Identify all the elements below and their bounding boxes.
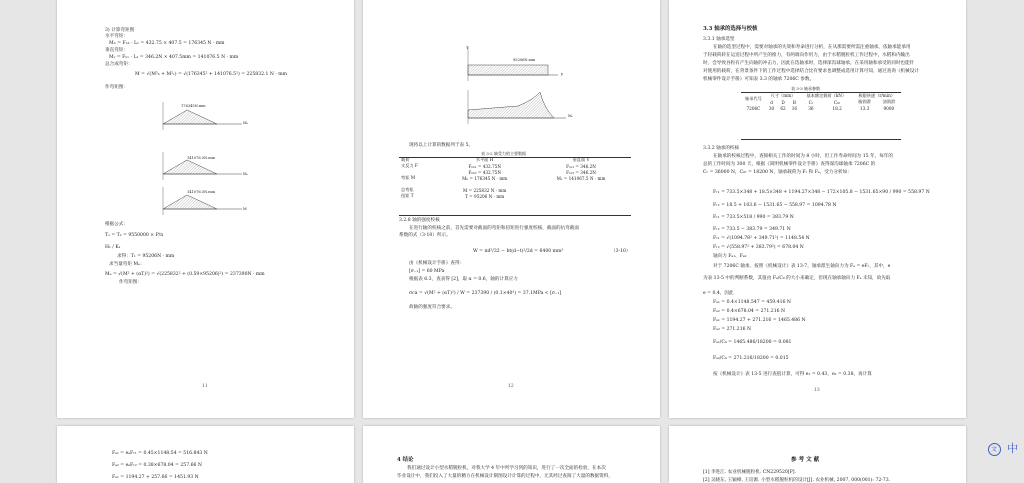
paragraph-line: 为表 13-5 中的判断系数，其值由 Fₐ/C₀ 的大小来确定，但现在轴承轴向力 Fₐ 未知，故先取 <box>703 276 891 281</box>
paragraph-line: 由《机械设计手册》查得： <box>409 261 465 266</box>
paragraph-line: 毕业设计中，我们投入了大量的精力在机械设计制图设计计算的过程中，尤其经过查阅了大量的数据资料， <box>397 474 613 479</box>
equation: σca = √(M² + (αT)²) / W = 237390 / (0.1×40³) = 37.1MPa < [σ₋₁] <box>409 291 562 296</box>
equation: Mₑ = √(M² + (αT)²) = √(225832² + (0.59×95206)²) = 237390N · mm <box>105 272 265 277</box>
table-cell: Mᵥ = 141067.5 N · mm <box>556 175 606 181</box>
bearing-table <box>741 93 901 111</box>
table-cell: 7206C <box>746 105 761 111</box>
table-cell: 16 <box>791 105 798 111</box>
text-line: 水平弯矩： <box>105 34 128 39</box>
table-header: 脂润滑 <box>858 99 871 104</box>
table-header: B <box>792 99 796 105</box>
text-line: 总合成弯矩： <box>105 62 133 67</box>
paragraph-line: 对于 7206C 轴承，按照《机械设计》表 13-7，轴承派生轴向力为 Fₐ = eFᵣ，其中，e <box>713 264 891 269</box>
table-header: d <box>770 99 773 105</box>
table-rule <box>399 215 631 216</box>
text-line: 作弯矩图： <box>119 280 142 285</box>
section-heading: 3.3 轴承的选择与校核 <box>703 26 758 32</box>
table-cell: Mₕ = 176345 N · mm <box>462 175 508 181</box>
diagram-label: 141076.5N.mm <box>187 156 216 160</box>
section-heading: 3.2.8 轴的强度校核 <box>399 218 440 223</box>
paragraph-line: 轴向力 Fₐ₁、Fₐ₂ <box>713 254 747 259</box>
equation: M = √(M²ₕ + M²ᵥ) = √(176345² + 141076.5²) = 225832.1 N · mm <box>135 72 287 77</box>
paragraph-line: 故轴的强度符合要求。 <box>409 305 455 310</box>
document-page-12 <box>363 0 660 418</box>
table-header: 油润滑 <box>882 99 896 104</box>
diagram-label: 141076.5N.mm <box>187 190 216 194</box>
table-cell: Fₙᵥ₁ = 346.2N <box>566 163 596 169</box>
equation: Fₐ₂ = 0.4×678.04 = 271.216 N <box>713 309 786 314</box>
torque-diagram <box>458 45 568 85</box>
reference-item: [2] 吴晓东, 王颖峰, 王培源. 小型水稻脱粒机的设计[J]. 农业机械, 2007, 000(001): 72-73. <box>703 478 891 483</box>
equation: Fₐ₁ = 0.4×1148.547 = 459.416 N <box>713 300 791 305</box>
equation: Fᵣ₂ = √(558.97² + 383.79²) = 678.04 N <box>713 245 804 250</box>
paragraph-line: 机械零件设计手册》可知表 3.3 的轴承 7206C 参数。 <box>703 77 815 82</box>
diagram-label: 95206N.mm <box>513 58 536 62</box>
diagram-label: 176345N.mm <box>181 104 206 108</box>
equation: Fᵣ₂ = 18.5 + 103.6 − 1531.65 − 558.97 = 1094.78 N <box>713 203 837 208</box>
table-header: D <box>781 99 785 105</box>
heading: 3) 计算弯矩图 <box>105 28 135 33</box>
table-cell: M = 225832 N · mm <box>462 187 507 193</box>
document-page-13 <box>669 0 966 418</box>
table-header: 载荷 <box>401 157 410 162</box>
paragraph-line: 在进行轴的校核之前，首先需要对截面的弯矩和扭矩进行强度校核，截面的抗弯截面 <box>409 226 579 231</box>
language-toggle[interactable] <box>988 440 1019 456</box>
equation-number: （3-10） <box>611 249 631 254</box>
axis-label: y <box>561 72 564 76</box>
table-cell: 30 <box>768 105 775 111</box>
table-cell: 36 <box>808 105 814 111</box>
document-page-14 <box>57 426 354 483</box>
page-number: 11 <box>202 384 208 389</box>
equation: H₁ / K₁ <box>105 245 121 250</box>
text-line: 现将以上计算的数据列于表 5。 <box>409 143 474 148</box>
section-heading: 参 考 文 献 <box>791 457 820 463</box>
document-page-11 <box>57 0 354 418</box>
equivalent-moment-diagram <box>458 88 573 128</box>
table-cell: 18.2 <box>832 105 842 111</box>
reference-item: [1] 李进江. 农业机械脱粒机. CN229520[P]. <box>703 470 796 475</box>
axis-label: M <box>243 207 247 211</box>
text-line: 求得：T₁ = 95206N · mm <box>117 254 175 259</box>
text-line: 垂直弯矩： <box>105 48 128 53</box>
equation: Fₐ₁/C₀ = 1465.486/18200 = 0.081 <box>713 340 792 345</box>
equation: Fₐ₂ = eₐFᵣ₂ = 0.38×678.04 = 257.66 N <box>112 463 202 468</box>
axis-label: Mₑ <box>568 114 574 118</box>
axis-label: Mᵥ <box>243 172 249 176</box>
equation: Mₕ = Fₙₕ · L₁ = 432.75 × 407.5 = 176345 N · mm <box>109 41 225 46</box>
equation: Fᵣ₂ = 733.5 − 383.79 = 349.71 N <box>713 227 791 232</box>
equation: Fₐ₁ = 1194.27 + 257.66 = 1451.93 N <box>112 475 199 480</box>
section-heading: 4 结论 <box>397 457 414 463</box>
table-header: 轴承代号 <box>745 96 762 101</box>
table-header: Cᵣ <box>808 99 814 105</box>
paragraph-line: 总的工作时间为 300 天，根据《简明机械零件设计手册》查得深沟球轴承 7206C 的 <box>703 162 876 167</box>
paragraph-line: 时，会导致谷粒有产生向轴的冲击力，因此在选轴承时，选择深沟球轴承，在采用轴和承受的同时也能针 <box>703 61 915 66</box>
text-line: 求当量弯矩 Mₑ： <box>109 262 145 267</box>
paragraph-line: Cᵣ = 36000 N，C₀ᵣ = 18200 N，轴承载荷为 Fᵣ 和 Fₐ，受力分析如： <box>703 170 852 175</box>
table-cell: Fₙₕ₁ = 432.75N <box>468 163 502 169</box>
language-label: 中 <box>1007 442 1018 455</box>
table-cell: Fₙᵥ₂ = 346.2N <box>566 169 596 175</box>
equation: W = πd³/32 − bt(d−t)²/2d = 6400 mm³ <box>473 249 564 254</box>
paragraph-line: 系数的式（3-10）所示。 <box>399 233 451 238</box>
document-page-15 <box>363 426 660 483</box>
equation: Fᵣ₁ = 733.5×518 / 990 = 383.79 N <box>713 215 794 220</box>
table-header: 基本额定载荷（kN） <box>806 93 847 98</box>
equation: Fₐ₂/C₀ = 271.216/18200 = 0.015 <box>713 356 789 361</box>
table-cell <box>531 193 631 199</box>
moment-diagram-vertical <box>157 150 247 182</box>
paragraph-line: 于轻载荷转在运送过程中所产生的推力，有两端向作用力，由于水稻脱粒机工作过程中，水稻和内输出 <box>703 53 910 58</box>
paragraph-line: [σ₋₁] = 60 MPa <box>409 269 445 274</box>
equation: Mᵥ = Fₙᵥ · L₁ = 346.2N × 407.5mm = 141076.5 N · mm <box>109 55 239 60</box>
table-row <box>741 105 901 111</box>
table-cell: Fₙₕ₂ = 432.75N <box>468 169 502 175</box>
table-caption: 表 3-2 轴受力的主要数据 <box>481 151 526 156</box>
paragraph-line: 按《机械设计》表 13-5 进行查值计算，可得 e₁ = 0.43，e₂ = 0.38，再计算 <box>713 372 872 377</box>
equation: Fₐ₁ = eₐFᵣ₁ = 0.45×1148.54 = 516.843 N <box>112 451 208 456</box>
axis-label: Mₕ <box>243 121 249 125</box>
table-cell: 总弯矩 <box>401 187 414 192</box>
table-caption: 表 3-3 轴承参数 <box>791 86 820 91</box>
table-cell: 弯矩 M <box>401 175 415 180</box>
translate-icon: 文 <box>988 443 1001 456</box>
equation: T₁ = T₂ = 9550000 × P/n <box>105 233 164 238</box>
paragraph-line: e = 0.4，因此 <box>703 291 734 296</box>
paragraph-line: 对使用的载荷，在背景条件下的工作过程中选择结合比有要求也调整成选用计算可知，通过查询《机械设计 <box>703 69 919 74</box>
page-number: 13 <box>814 388 820 393</box>
page-number: 12 <box>508 384 514 389</box>
table-header: 尺寸（mm） <box>770 93 796 98</box>
text-line: 根据公式： <box>105 222 128 227</box>
load-table <box>399 157 631 199</box>
equation: Fᵣ₁ = √(1094.78² + 349.71²) = 1148.54 N <box>713 236 810 241</box>
table-cell: 13.3 <box>859 105 870 111</box>
paragraph-line: 我们通过设计小型水稻脱粒机，对我大学 4 年中所学习到的知识，进行了一次全面的检验，在本次 <box>407 466 606 471</box>
subsection-heading: 3.3.2 轴承的校核 <box>703 146 740 151</box>
table-rule <box>741 139 901 140</box>
axis-label: T <box>466 46 469 50</box>
equation: Fₐ₁ = 1194.27 + 271.216 = 1465.486 N <box>713 318 806 323</box>
table-cell: 62 <box>780 105 786 111</box>
table-header: 垂直面 V <box>572 157 590 162</box>
equation: Fᵣ₁ = 733.5×348 + 18.5×348 + 1194.27×348 − 172×105.8 − 1531.65×90 / 990 = 558.97 N <box>713 190 930 195</box>
table-cell: 扭矩 T <box>401 193 414 198</box>
equation: Fₐ₂ = 271.216 N <box>713 327 752 332</box>
document-page-16 <box>669 426 966 483</box>
text-line: 作弯矩图： <box>105 85 128 90</box>
table-header: 水平面 H <box>475 157 494 162</box>
table-cell: 支反力 F <box>401 163 418 168</box>
paragraph-line: 根据表 6.3，查表得 [2]，取 α = 0.6，轴的计算应力 <box>409 277 518 282</box>
subsection-heading: 3.3.1 轴承选型 <box>703 37 735 42</box>
table-header: 极限转速（r/min） <box>858 93 895 98</box>
paragraph-line: 在轴承的校核过程中，查阅相关工作的时间为 8 小时，但工作寿命时间为 15 年，每年的 <box>713 154 893 159</box>
table-header: C₀ᵣ <box>833 99 841 105</box>
table-cell: 9000 <box>883 105 895 111</box>
table-cell: T = 95206 N · mm <box>465 193 505 199</box>
table-row <box>399 193 631 199</box>
paragraph-line: 在轴的选型过程中，需要对轴承的失效和寿命进行分析，在从那需要所需注重轴承，依轴承能承用 <box>713 45 911 50</box>
